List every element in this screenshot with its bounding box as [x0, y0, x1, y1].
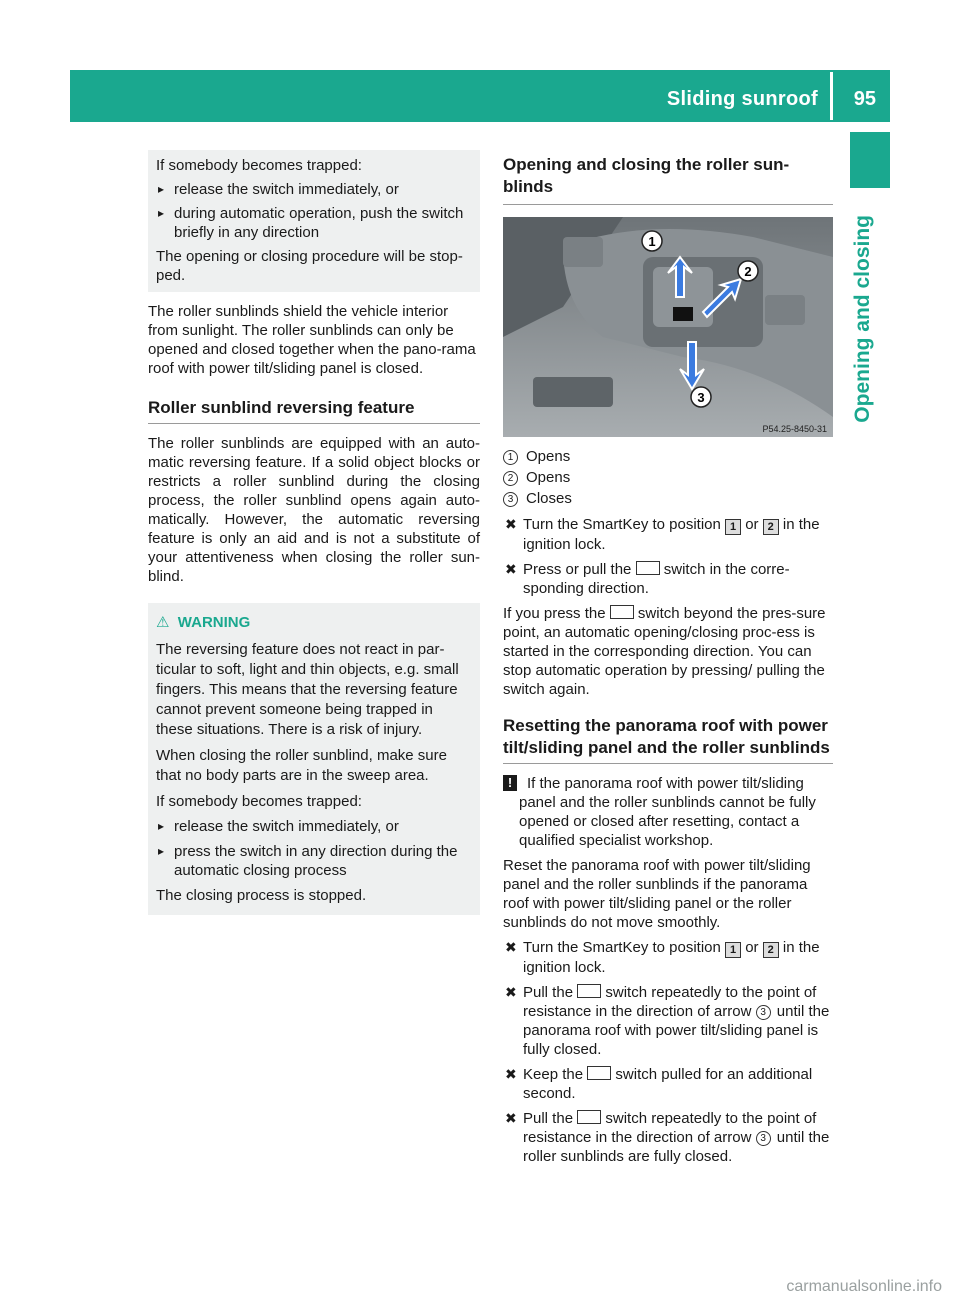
callout-2: 2: [744, 264, 752, 279]
step-keep-pulled: ✖ Keep the switch pulled for an additional second.: [505, 1066, 813, 1102]
warning-bullet-2: ▸ press the switch in any direction during the automatic closing process: [156, 842, 472, 880]
step-arrow-icon: ✖: [505, 1066, 517, 1082]
key-position-1-icon: 1: [725, 942, 741, 958]
page-number: 95: [853, 88, 876, 110]
heading-rule: [148, 423, 480, 424]
legend-item: 3 Closes: [503, 489, 833, 508]
header-divider: [830, 72, 833, 120]
step-press-pull: ✖ Press or pull the switch in the corre-sponding direction.: [505, 561, 790, 597]
trapped-box: [148, 150, 480, 292]
box-bullet-1: ▸ release the switch immediately, or: [156, 180, 472, 199]
switch-icon: [610, 605, 634, 619]
arrow-3-callout: 3: [756, 1131, 771, 1146]
step-pull-switch-roof: ✖ Pull the switch repeatedly to the point of resistance in the direction of arrow 3 until the panorama roof with power tilt/sliding panel is fully closed.: [505, 984, 830, 1058]
box-bullet-2: ▸ during automatic operation, push the switch briefly in any direction: [156, 204, 472, 242]
step-pull-switch-blinds: ✖ Pull the switch repeatedly to the point of resistance in the direction of arrow 3 until the roller sunblinds are fully closed.: [505, 1110, 830, 1165]
heading-resetting: Resetting the panorama roof with power tilt/sliding panel and the roller sunblinds: [503, 716, 830, 757]
step-arrow-icon: ✖: [505, 984, 517, 1000]
switch-icon: [577, 1110, 601, 1124]
chapter-tab-marker: [850, 132, 890, 188]
right-column: [503, 154, 833, 1166]
roof-control-figure: [503, 217, 833, 437]
switch-icon: [587, 1066, 611, 1080]
warning-triangle-icon: ⚠: [156, 614, 170, 631]
note-paragraph: ! If the panorama roof with power tilt/sliding panel and the roller sunblinds cannot be fully opened or closed after resetting, contact a qualified specialist workshop.: [503, 774, 833, 850]
paragraph-reversing: The roller sunblinds are equipped with an auto-matic reversing feature. If a solid object blocks or restricts a roller sunblind during the closing process, the roller sunblind opens again auto-matically. However, the automatic reversing feature is only an aid and is not a substitute of your attentiveness when closing the roller sun-blind.: [148, 435, 480, 585]
watermark: carmanualsonline.info: [786, 1278, 942, 1295]
warning-p1: The reversing feature does not react in par-ticular to soft, light and thin objects, e.g. small fingers. This means that the reversing feature cannot prevent someone being trapped in these situations. There is a risk of injury.: [156, 641, 459, 738]
heading-rule: [503, 204, 833, 205]
warning-intro: If somebody becomes trapped:: [156, 793, 362, 810]
heading-reversing: Roller sunblind reversing feature: [148, 398, 415, 417]
switch-icon: [636, 561, 660, 575]
legend: [503, 447, 833, 508]
figure-code: P54.25-8450-31: [762, 424, 827, 434]
arrow-3-callout: 3: [756, 1005, 771, 1020]
warning-p2: When closing the roller sunblind, make sure that no body parts are in the sweep area.: [156, 747, 447, 784]
overhead-control-illustration: [503, 217, 833, 437]
legend-item: 2 Opens: [503, 468, 833, 487]
page-header: [70, 70, 890, 122]
callout-3: 3: [697, 390, 705, 405]
key-position-2-icon: 2: [763, 519, 779, 535]
step-smartkey: ✖ Turn the SmartKey to position 1 or 2 in the ignition lock.: [505, 516, 820, 553]
paragraph-automatic: If you press the switch beyond the pres-sure point, an automatic opening/closing proc-ess is started in the corresponding direction. You can stop automatic operation by pressing/ pulling the switch again.: [503, 605, 826, 698]
heading-open-close: Opening and closing the roller sun-blinds: [503, 155, 790, 196]
section-title: Sliding sunroof: [666, 88, 818, 110]
step-arrow-icon: ✖: [505, 939, 517, 955]
note-exclamation-icon: !: [503, 775, 517, 791]
paragraph-reset: Reset the panorama roof with power tilt/sliding panel and the roller sunblinds if the panorama roof with power tilt/sliding panel or the roller sunblinds do not move smoothly.: [503, 857, 811, 931]
switch-icon: [577, 984, 601, 998]
warning-bullet-1: ▸ release the switch immediately, or: [156, 817, 472, 836]
key-position-2-icon: 2: [763, 942, 779, 958]
legend-item: 1 Opens: [503, 447, 833, 466]
paragraph-sunblinds: The roller sunblinds shield the vehicle interior from sunlight. The roller sunblinds can only be opened and closed together when the pano-rama roof with power tilt/sliding panel is closed.: [148, 303, 476, 377]
chapter-tab-label: Opening and closing: [851, 215, 874, 423]
step-reset-smartkey: ✖ Turn the SmartKey to position 1 or 2 in the ignition lock.: [505, 939, 820, 976]
box-intro: If somebody becomes trapped:: [156, 157, 362, 174]
warning-heading: [156, 613, 472, 632]
step-arrow-icon: ✖: [505, 516, 517, 532]
heading-rule: [503, 763, 833, 764]
warning-outro: The closing process is stopped.: [156, 887, 367, 904]
step-arrow-icon: ✖: [505, 1110, 517, 1126]
step-arrow-icon: ✖: [505, 561, 517, 577]
box-outro: The opening or closing procedure will be stop-ped.: [156, 248, 463, 284]
warning-box: [148, 603, 480, 915]
callout-1: 1: [648, 234, 656, 249]
warning-label: WARNING: [177, 614, 251, 631]
left-column: [148, 150, 480, 915]
key-position-1-icon: 1: [725, 519, 741, 535]
